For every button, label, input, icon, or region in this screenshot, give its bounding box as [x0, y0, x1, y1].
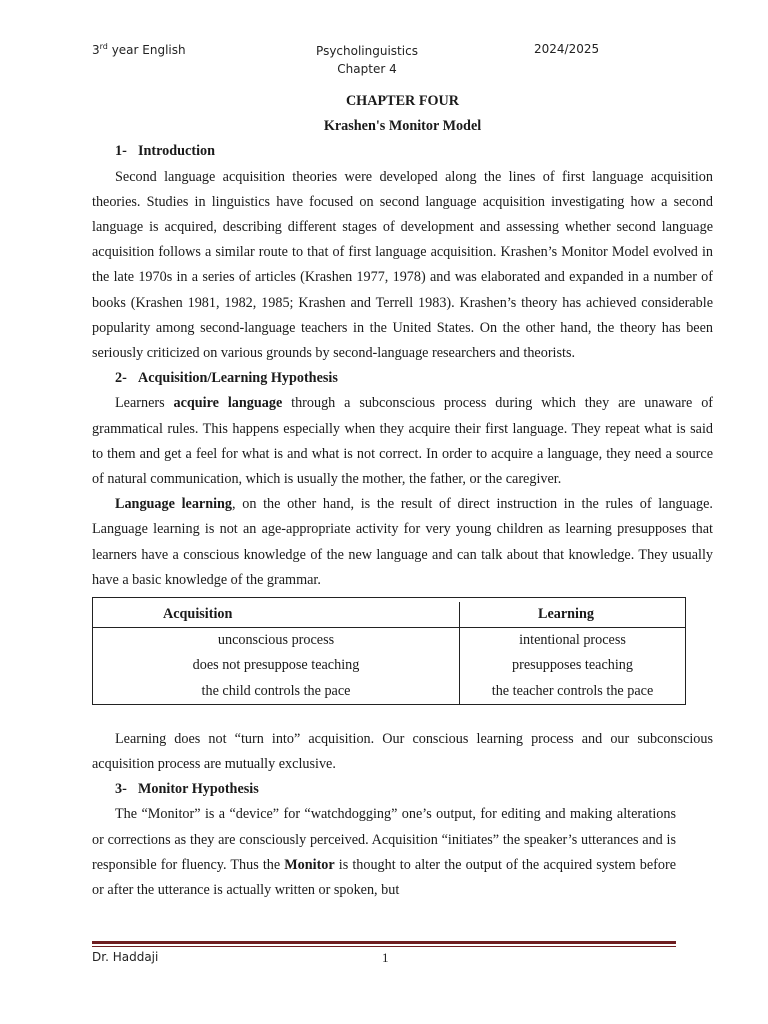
section-heading-acquisition-learning: 2- Acquisition/Learning Hypothesis — [115, 370, 338, 387]
header-course — [312, 42, 422, 78]
paragraph-introduction: Second language acquisition theories were developed along the lines of first language acquisition theories. Studies in linguistics have focused on second language acquisition investigating how a second language is acquired, describing different stages of development and assessing whether second language acquisition follows a similar route to that of first language acquisition. Krashen’s Monitor Model evolved in the late 1970s in a series of articles (Krashen 1977, 1978) and was elaborated and expanded in a number of books (Krashen 1981, 1982, 1985; Krashen and Terrell 1983). Krashen’s theory has achieved considerable popularity among second-language teachers in the United States. On the other hand, the theory has been seriously criticized on various grounds by second-language researchers and theorists. — [92, 168, 713, 362]
table-cell: intentional process — [519, 632, 626, 649]
table-row — [93, 628, 685, 654]
paragraph-acquisition: Learners acquire language through a subconscious process during which they are unaware of grammatical rules. This happens especially when they acquire their first language. They repeat what is said to them and get a feel for what is and what is not correct. In order to acquire a language, they need a source of natural communication, which is usually the mother, the father, or the caregiver. — [92, 395, 714, 488]
paragraph-monitor: The “Monitor” is a “device” for “watchdogging” one’s output, for editing and making alterations or corrections as they are consciously perceived. Acquisition “initiates” the speaker’s utterances and is responsible for fluency. Thus the Monitor is thought to alter the output of the acquired system before or after the utterance is actually written or spoken, but — [92, 806, 676, 899]
table-header-acquisition: Acquisition — [93, 602, 460, 628]
footer-rule-thin — [92, 946, 676, 947]
table-row — [93, 679, 685, 704]
table-cell: the teacher controls the pace — [491, 682, 654, 699]
table-row — [93, 653, 685, 678]
chapter-subtitle: Krashen's Monitor Model — [323, 118, 482, 135]
table-cell: the child controls the pace — [93, 679, 460, 704]
chapter-title: CHAPTER FOUR — [345, 93, 460, 109]
header-academic-year: 2024/2025 — [534, 42, 600, 56]
footer-page-number: 1 — [382, 950, 389, 965]
header-year: 3rd year English — [92, 42, 186, 57]
section-heading-introduction: 1- Introduction — [115, 143, 215, 160]
table-cell: presupposes teaching — [512, 657, 633, 674]
document-body — [92, 89, 713, 903]
table-cell: unconscious process — [93, 628, 460, 654]
paragraph-learning: Language learning, on the other hand, is the result of direct instruction in the rules of language. Language learning is not an age-appropriate activity for very young children as learning presupposes that learners have a conscious knowledge of the new language and can talk about that knowledge. They usually have a basic knowledge of the grammar. — [92, 496, 713, 588]
paragraph-after-table: Learning does not “turn into” acquisition. Our conscious learning process and our subconscious acquisition process are mutually exclusive. — [92, 730, 713, 773]
table-header-row — [93, 602, 685, 628]
table-cell: does not presuppose teaching — [93, 653, 460, 678]
comparison-table — [92, 597, 686, 705]
section-heading-monitor: 3- Monitor Hypothesis — [115, 781, 259, 798]
footer-rule-thick — [92, 941, 676, 944]
footer-author: Dr. Haddaji — [92, 950, 159, 964]
table-header-learning: Learning — [460, 602, 686, 628]
header-course-title: Psycholinguistics — [316, 44, 418, 58]
header-chapter-label: Chapter 4 — [337, 62, 397, 76]
